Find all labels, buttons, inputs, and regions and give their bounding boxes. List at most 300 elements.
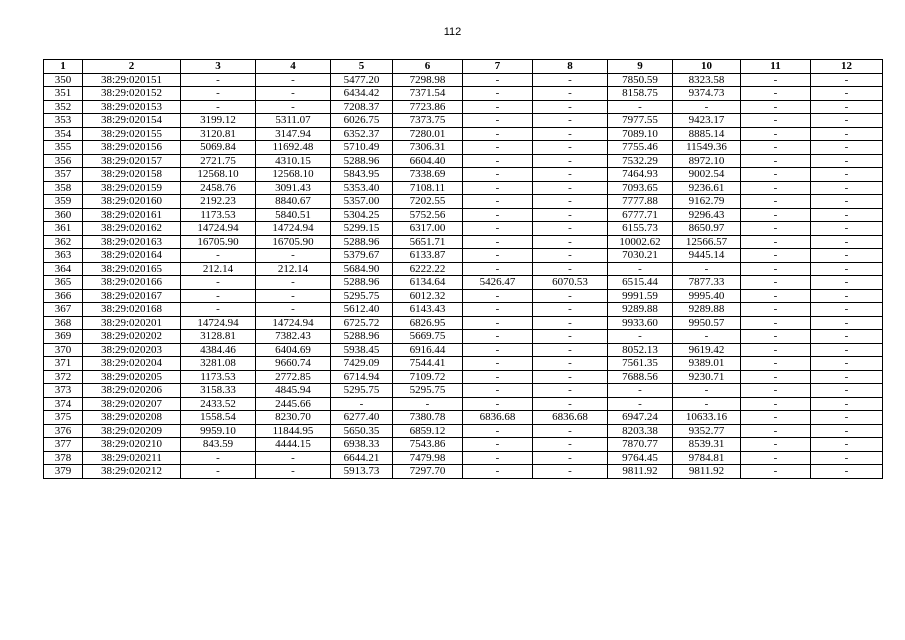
table-row	[44, 330, 883, 344]
table-cell: 6434.42	[331, 87, 393, 101]
table-cell: 5299.15	[331, 222, 393, 236]
table-cell: 9784.81	[673, 451, 741, 465]
table-cell: -	[741, 276, 811, 290]
table-cell: 10002.62	[608, 235, 673, 249]
table-row	[44, 303, 883, 317]
table-cell: -	[608, 330, 673, 344]
table-cell: 8203.38	[608, 424, 673, 438]
table-cell: 6133.87	[393, 249, 463, 263]
table-cell: 7371.54	[393, 87, 463, 101]
table-cell: 6143.43	[393, 303, 463, 317]
table-cell: -	[811, 465, 883, 479]
table-cell: 7030.21	[608, 249, 673, 263]
table-cell: 361	[44, 222, 83, 236]
table-row	[44, 235, 883, 249]
table-cell: -	[463, 154, 533, 168]
table-cell: 9296.43	[673, 208, 741, 222]
table-cell: -	[463, 222, 533, 236]
table-cell: -	[533, 168, 608, 182]
table-row	[44, 181, 883, 195]
table-cell: 3147.94	[256, 127, 331, 141]
column-header: 4	[256, 60, 331, 74]
table-cell: 7877.33	[673, 276, 741, 290]
table-cell: -	[256, 451, 331, 465]
table-cell: -	[741, 100, 811, 114]
table-cell: 8052.13	[608, 343, 673, 357]
table-row	[44, 127, 883, 141]
table-cell: 38:29:020204	[83, 357, 181, 371]
table-cell: -	[181, 73, 256, 87]
table-cell: -	[463, 73, 533, 87]
table-cell: 7380.78	[393, 411, 463, 425]
table-cell: -	[811, 141, 883, 155]
data-table	[43, 59, 883, 479]
table-cell: 38:29:020207	[83, 397, 181, 411]
table-cell: 7532.29	[608, 154, 673, 168]
table-cell: -	[741, 451, 811, 465]
table-cell: -	[533, 249, 608, 263]
table-cell: -	[533, 141, 608, 155]
table-cell: -	[181, 249, 256, 263]
table-cell: -	[256, 276, 331, 290]
table-cell: 366	[44, 289, 83, 303]
table-cell: 7479.98	[393, 451, 463, 465]
table-cell: 6938.33	[331, 438, 393, 452]
table-cell: 6947.24	[608, 411, 673, 425]
table-row	[44, 411, 883, 425]
table-cell: -	[811, 168, 883, 182]
table-cell: 378	[44, 451, 83, 465]
table-cell: -	[533, 370, 608, 384]
table-cell: 7870.77	[608, 438, 673, 452]
table-cell: -	[741, 262, 811, 276]
column-header: 5	[331, 60, 393, 74]
table-cell: 6836.68	[463, 411, 533, 425]
table-cell: 8230.70	[256, 411, 331, 425]
table-cell: 368	[44, 316, 83, 330]
table-row	[44, 384, 883, 398]
table-cell: -	[811, 370, 883, 384]
table-cell: -	[533, 289, 608, 303]
table-cell: -	[463, 114, 533, 128]
table-cell: 5843.95	[331, 168, 393, 182]
table-cell: 38:29:020165	[83, 262, 181, 276]
table-cell: 6826.95	[393, 316, 463, 330]
table-cell: 5353.40	[331, 181, 393, 195]
table-row	[44, 168, 883, 182]
table-cell: 7464.93	[608, 168, 673, 182]
table-row	[44, 451, 883, 465]
table-cell: 2721.75	[181, 154, 256, 168]
table-cell: -	[741, 222, 811, 236]
table-cell: 9950.57	[673, 316, 741, 330]
table-cell: -	[811, 316, 883, 330]
table-cell: 9995.40	[673, 289, 741, 303]
table-cell: 9389.01	[673, 357, 741, 371]
table-cell: 12566.57	[673, 235, 741, 249]
table-row	[44, 262, 883, 276]
table-cell: 9660.74	[256, 357, 331, 371]
table-cell: -	[741, 168, 811, 182]
table-cell: -	[741, 249, 811, 263]
table-cell: -	[673, 397, 741, 411]
table-cell: 14724.94	[181, 222, 256, 236]
table-cell: -	[741, 330, 811, 344]
table-cell: -	[533, 73, 608, 87]
table-cell: 38:29:020160	[83, 195, 181, 209]
table-cell: -	[463, 181, 533, 195]
table-row	[44, 424, 883, 438]
table-cell: 5288.96	[331, 154, 393, 168]
table-cell: 38:29:020158	[83, 168, 181, 182]
table-cell: -	[741, 438, 811, 452]
table-cell: 9236.61	[673, 181, 741, 195]
table-cell: 38:29:020161	[83, 208, 181, 222]
table-cell: 7543.86	[393, 438, 463, 452]
table-cell: 353	[44, 114, 83, 128]
table-cell: 5379.67	[331, 249, 393, 263]
table-cell: 10633.16	[673, 411, 741, 425]
table-cell: 7429.09	[331, 357, 393, 371]
table-cell: -	[463, 195, 533, 209]
table-cell: -	[741, 411, 811, 425]
table-cell: 5304.25	[331, 208, 393, 222]
table-cell: -	[741, 370, 811, 384]
table-cell: -	[533, 438, 608, 452]
table-cell: 7373.75	[393, 114, 463, 128]
table-cell: -	[533, 303, 608, 317]
column-header: 11	[741, 60, 811, 74]
table-cell: 5357.00	[331, 195, 393, 209]
table-cell: 6836.68	[533, 411, 608, 425]
table-cell: -	[608, 262, 673, 276]
table-cell: -	[463, 100, 533, 114]
table-cell: -	[741, 154, 811, 168]
table-cell: -	[811, 424, 883, 438]
table-cell: 7202.55	[393, 195, 463, 209]
table-row	[44, 289, 883, 303]
table-cell: 7755.46	[608, 141, 673, 155]
table-cell: 14724.94	[181, 316, 256, 330]
table-cell: -	[741, 303, 811, 317]
table-row	[44, 100, 883, 114]
table-cell: 356	[44, 154, 83, 168]
table-cell: -	[811, 208, 883, 222]
table-cell: 38:29:020157	[83, 154, 181, 168]
table-cell: 2433.52	[181, 397, 256, 411]
table-cell: -	[463, 370, 533, 384]
table-cell: 7850.59	[608, 73, 673, 87]
table-cell: -	[463, 87, 533, 101]
table-cell: 38:29:020156	[83, 141, 181, 155]
table-cell: 38:29:020209	[83, 424, 181, 438]
table-cell: 5288.96	[331, 330, 393, 344]
table-row	[44, 276, 883, 290]
table-cell: 38:29:020154	[83, 114, 181, 128]
table-cell: -	[741, 343, 811, 357]
table-cell: 8972.10	[673, 154, 741, 168]
table-cell: 5295.75	[331, 289, 393, 303]
column-header: 2	[83, 60, 181, 74]
table-cell: -	[741, 141, 811, 155]
table-cell: -	[533, 397, 608, 411]
table-cell: 351	[44, 87, 83, 101]
table-cell: -	[811, 384, 883, 398]
header-row	[44, 60, 883, 74]
table-cell: -	[811, 249, 883, 263]
table-cell: 8323.58	[673, 73, 741, 87]
table-cell: -	[533, 114, 608, 128]
table-cell: 357	[44, 168, 83, 182]
table-cell: -	[463, 249, 533, 263]
table-cell: 7688.56	[608, 370, 673, 384]
table-cell: 3199.12	[181, 114, 256, 128]
table-cell: 7298.98	[393, 73, 463, 87]
table-cell: 365	[44, 276, 83, 290]
column-header: 9	[608, 60, 673, 74]
table-cell: 354	[44, 127, 83, 141]
column-header: 10	[673, 60, 741, 74]
table-cell: 5426.47	[463, 276, 533, 290]
table-cell: 5752.56	[393, 208, 463, 222]
table-cell: -	[811, 343, 883, 357]
table-cell: 843.59	[181, 438, 256, 452]
table-cell: 5069.84	[181, 141, 256, 155]
table-row	[44, 87, 883, 101]
table-cell: -	[741, 235, 811, 249]
table-cell: -	[741, 114, 811, 128]
table-cell: 12568.10	[256, 168, 331, 182]
table-cell: -	[741, 208, 811, 222]
table-cell: 9811.92	[608, 465, 673, 479]
table-cell: -	[533, 222, 608, 236]
table-cell: -	[463, 330, 533, 344]
table-cell: 7297.70	[393, 465, 463, 479]
table-cell: 5288.96	[331, 276, 393, 290]
table-cell: -	[811, 411, 883, 425]
table-cell: -	[463, 397, 533, 411]
table-cell: 7306.31	[393, 141, 463, 155]
table-cell: -	[741, 316, 811, 330]
table-cell: 6777.71	[608, 208, 673, 222]
table-cell: -	[533, 127, 608, 141]
table-cell: -	[741, 87, 811, 101]
table-cell: -	[533, 181, 608, 195]
table-cell: 8539.31	[673, 438, 741, 452]
table-cell: 11844.95	[256, 424, 331, 438]
table-cell: -	[533, 235, 608, 249]
table-cell: -	[811, 289, 883, 303]
table-cell: -	[811, 73, 883, 87]
table-cell: -	[811, 87, 883, 101]
table-cell: 9162.79	[673, 195, 741, 209]
table-cell: 9289.88	[608, 303, 673, 317]
table-cell: -	[463, 208, 533, 222]
table-cell: 3128.81	[181, 330, 256, 344]
table-cell: -	[256, 249, 331, 263]
table-cell: -	[181, 451, 256, 465]
table-cell: 6070.53	[533, 276, 608, 290]
table-cell: 38:29:020206	[83, 384, 181, 398]
table-cell: 4384.46	[181, 343, 256, 357]
table-cell: -	[463, 424, 533, 438]
table-cell: 38:29:020153	[83, 100, 181, 114]
table-cell: 6026.75	[331, 114, 393, 128]
table-body	[44, 73, 883, 478]
table-cell: 363	[44, 249, 83, 263]
table-cell: 7977.55	[608, 114, 673, 128]
table-cell: 5295.75	[331, 384, 393, 398]
table-cell: -	[533, 154, 608, 168]
table-cell: -	[533, 384, 608, 398]
table-cell: 8885.14	[673, 127, 741, 141]
table-cell: 11692.48	[256, 141, 331, 155]
table-cell: -	[811, 235, 883, 249]
table-cell: -	[811, 276, 883, 290]
table-cell: -	[463, 262, 533, 276]
table-cell: 6404.69	[256, 343, 331, 357]
table-cell: 38:29:020152	[83, 87, 181, 101]
table-cell: 38:29:020203	[83, 343, 181, 357]
table-row	[44, 438, 883, 452]
table-cell: 6277.40	[331, 411, 393, 425]
table-cell: 6134.64	[393, 276, 463, 290]
table-cell: 9619.42	[673, 343, 741, 357]
table-cell: -	[463, 357, 533, 371]
table-cell: 3158.33	[181, 384, 256, 398]
table-cell: 1173.53	[181, 208, 256, 222]
table-cell: 372	[44, 370, 83, 384]
table-cell: -	[533, 357, 608, 371]
table-row	[44, 141, 883, 155]
table-cell: 7109.72	[393, 370, 463, 384]
table-cell: -	[673, 384, 741, 398]
table-cell: 364	[44, 262, 83, 276]
table-row	[44, 397, 883, 411]
table-cell: 6352.37	[331, 127, 393, 141]
table-cell: -	[533, 262, 608, 276]
table-cell: 6604.40	[393, 154, 463, 168]
column-header: 8	[533, 60, 608, 74]
table-cell: -	[533, 316, 608, 330]
table-row	[44, 114, 883, 128]
table-cell: -	[533, 100, 608, 114]
table-cell: 5669.75	[393, 330, 463, 344]
table-cell: 9352.77	[673, 424, 741, 438]
table-cell: 5477.20	[331, 73, 393, 87]
table-cell: 9959.10	[181, 424, 256, 438]
table-cell: -	[181, 276, 256, 290]
table-cell: -	[811, 195, 883, 209]
table-cell: 5710.49	[331, 141, 393, 155]
table-cell: 7382.43	[256, 330, 331, 344]
table-cell: -	[673, 330, 741, 344]
table-row	[44, 316, 883, 330]
page-number: 112	[443, 26, 462, 38]
table-cell: 5311.07	[256, 114, 331, 128]
table-cell: 16705.90	[181, 235, 256, 249]
table-cell: -	[393, 397, 463, 411]
table-cell: 38:29:020164	[83, 249, 181, 263]
table-cell: -	[181, 100, 256, 114]
table-cell: -	[256, 465, 331, 479]
table-cell: -	[811, 222, 883, 236]
table-cell: 38:29:020162	[83, 222, 181, 236]
table-cell: 2445.66	[256, 397, 331, 411]
table-cell: -	[811, 357, 883, 371]
table-cell: 362	[44, 235, 83, 249]
table-row	[44, 370, 883, 384]
table-cell: 5938.45	[331, 343, 393, 357]
table-cell: 5840.51	[256, 208, 331, 222]
table-cell: -	[181, 289, 256, 303]
table-cell: -	[811, 100, 883, 114]
table-cell: 5295.75	[393, 384, 463, 398]
table-cell: 7777.88	[608, 195, 673, 209]
table-cell: 4845.94	[256, 384, 331, 398]
table-cell: -	[673, 262, 741, 276]
table-cell: 12568.10	[181, 168, 256, 182]
table-cell: 7561.35	[608, 357, 673, 371]
table-cell: 6515.44	[608, 276, 673, 290]
table-cell: -	[463, 451, 533, 465]
table-cell: 355	[44, 141, 83, 155]
table-cell: -	[533, 424, 608, 438]
table-cell: 350	[44, 73, 83, 87]
table-cell: 5913.73	[331, 465, 393, 479]
table-cell: 7723.86	[393, 100, 463, 114]
table-cell: 1558.54	[181, 411, 256, 425]
table-cell: 374	[44, 397, 83, 411]
table-cell: -	[463, 289, 533, 303]
table-cell: -	[741, 397, 811, 411]
table-row	[44, 343, 883, 357]
column-header: 1	[44, 60, 83, 74]
table-cell: -	[741, 73, 811, 87]
table-cell: -	[811, 114, 883, 128]
table-cell: -	[533, 451, 608, 465]
table-cell: 379	[44, 465, 83, 479]
table-row	[44, 195, 883, 209]
table-cell: 9445.14	[673, 249, 741, 263]
table-cell: 16705.90	[256, 235, 331, 249]
table-cell: 5650.35	[331, 424, 393, 438]
table-cell: 6644.21	[331, 451, 393, 465]
table-cell: -	[181, 303, 256, 317]
table-cell: 6155.73	[608, 222, 673, 236]
table-cell: 9289.88	[673, 303, 741, 317]
table-cell: 4444.15	[256, 438, 331, 452]
table-row	[44, 465, 883, 479]
table-cell: -	[463, 235, 533, 249]
table-cell: -	[463, 384, 533, 398]
table-cell: 8650.97	[673, 222, 741, 236]
table-cell: 2192.23	[181, 195, 256, 209]
table-cell: 212.14	[256, 262, 331, 276]
table-cell: -	[463, 438, 533, 452]
table-cell: -	[463, 343, 533, 357]
table-row	[44, 249, 883, 263]
table-cell: -	[811, 397, 883, 411]
table-cell: -	[811, 154, 883, 168]
table-cell: 375	[44, 411, 83, 425]
table-cell: 38:29:020208	[83, 411, 181, 425]
table-cell: -	[463, 141, 533, 155]
table-cell: 9002.54	[673, 168, 741, 182]
table-cell: 377	[44, 438, 83, 452]
table-cell: 38:29:020166	[83, 276, 181, 290]
table-cell: -	[741, 384, 811, 398]
